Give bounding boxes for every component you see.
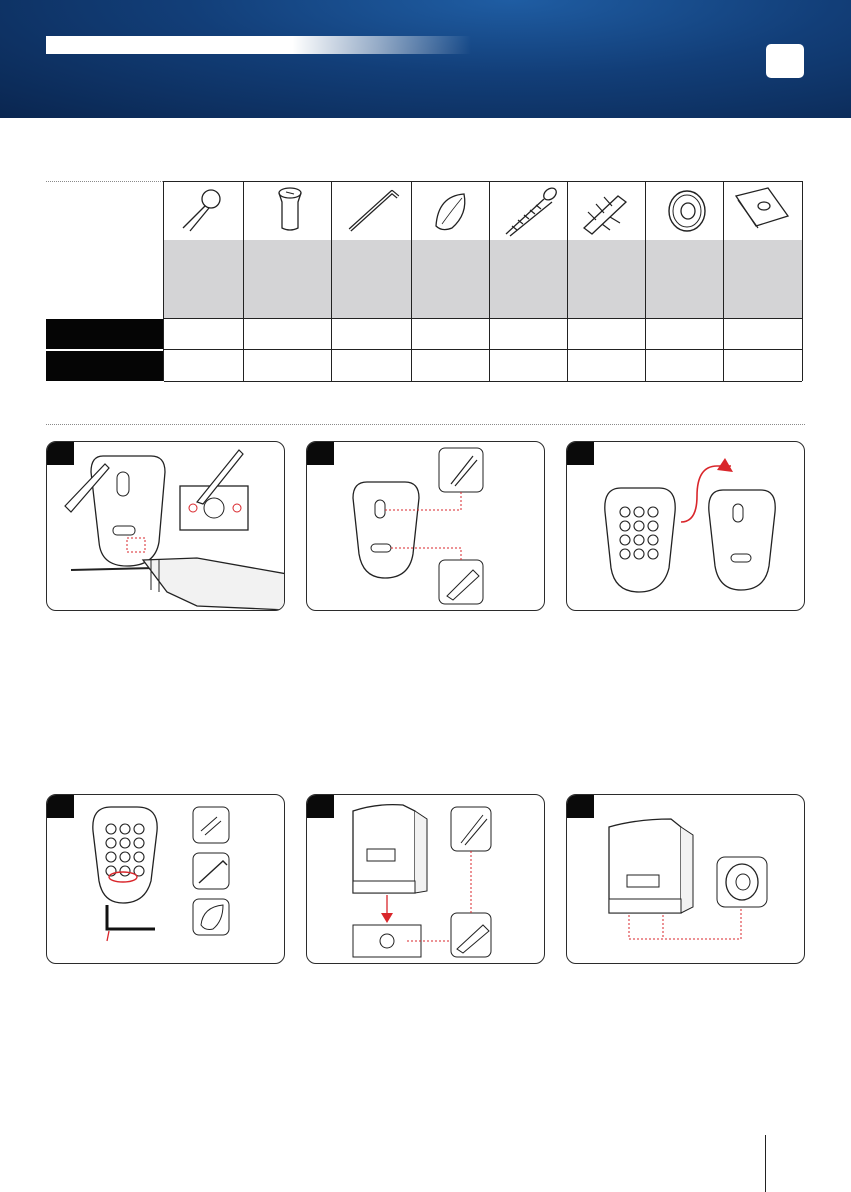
page-header-banner xyxy=(0,0,851,118)
parts-column xyxy=(243,181,332,381)
page-number-badge xyxy=(766,44,804,78)
table-top-dotted-rule xyxy=(46,181,163,182)
parts-column xyxy=(411,181,490,381)
bolt-badge xyxy=(193,807,229,843)
backplate-outline xyxy=(709,490,775,590)
capacitor-icon xyxy=(164,182,244,241)
allen-key-icon xyxy=(332,182,412,241)
header-title-bar xyxy=(46,36,471,54)
receiver-base-outline xyxy=(180,486,248,530)
parts-column xyxy=(723,181,803,381)
parts-column xyxy=(489,181,568,381)
countersunk-bolt-icon xyxy=(244,182,332,241)
parts-column xyxy=(331,181,412,381)
step-3-attach-keypad xyxy=(566,441,805,611)
keypad-outline xyxy=(93,807,157,903)
grommet-icon xyxy=(646,182,724,241)
step-2-fix-backplate xyxy=(306,441,545,611)
step-4-secure-keypad xyxy=(46,794,285,964)
parts-column xyxy=(163,181,244,381)
allen-key-badge xyxy=(193,853,229,889)
screw-badge xyxy=(439,448,483,492)
parts-column xyxy=(567,181,646,381)
parts-row-label-1 xyxy=(46,319,163,349)
step-5-mount-receiver xyxy=(306,794,545,964)
drill-icon xyxy=(143,558,284,610)
page-footer-rule xyxy=(765,1135,766,1192)
receiver-base-outline xyxy=(353,925,421,957)
parts-column xyxy=(645,181,724,381)
step-6-cable-grommet xyxy=(566,794,805,964)
mounting-plate-icon xyxy=(724,182,802,241)
screw-badge xyxy=(451,807,491,851)
keypad-outline xyxy=(605,488,675,592)
parts-row-label-2 xyxy=(46,351,163,381)
step-1-mark-and-drill xyxy=(46,441,285,611)
wood-screw-icon xyxy=(490,182,568,241)
cover-cap-icon xyxy=(412,182,490,241)
section-dotted-rule xyxy=(46,424,805,425)
parts-table xyxy=(163,181,801,381)
wall-plug-icon xyxy=(568,182,646,241)
backplate-outline xyxy=(353,482,419,578)
